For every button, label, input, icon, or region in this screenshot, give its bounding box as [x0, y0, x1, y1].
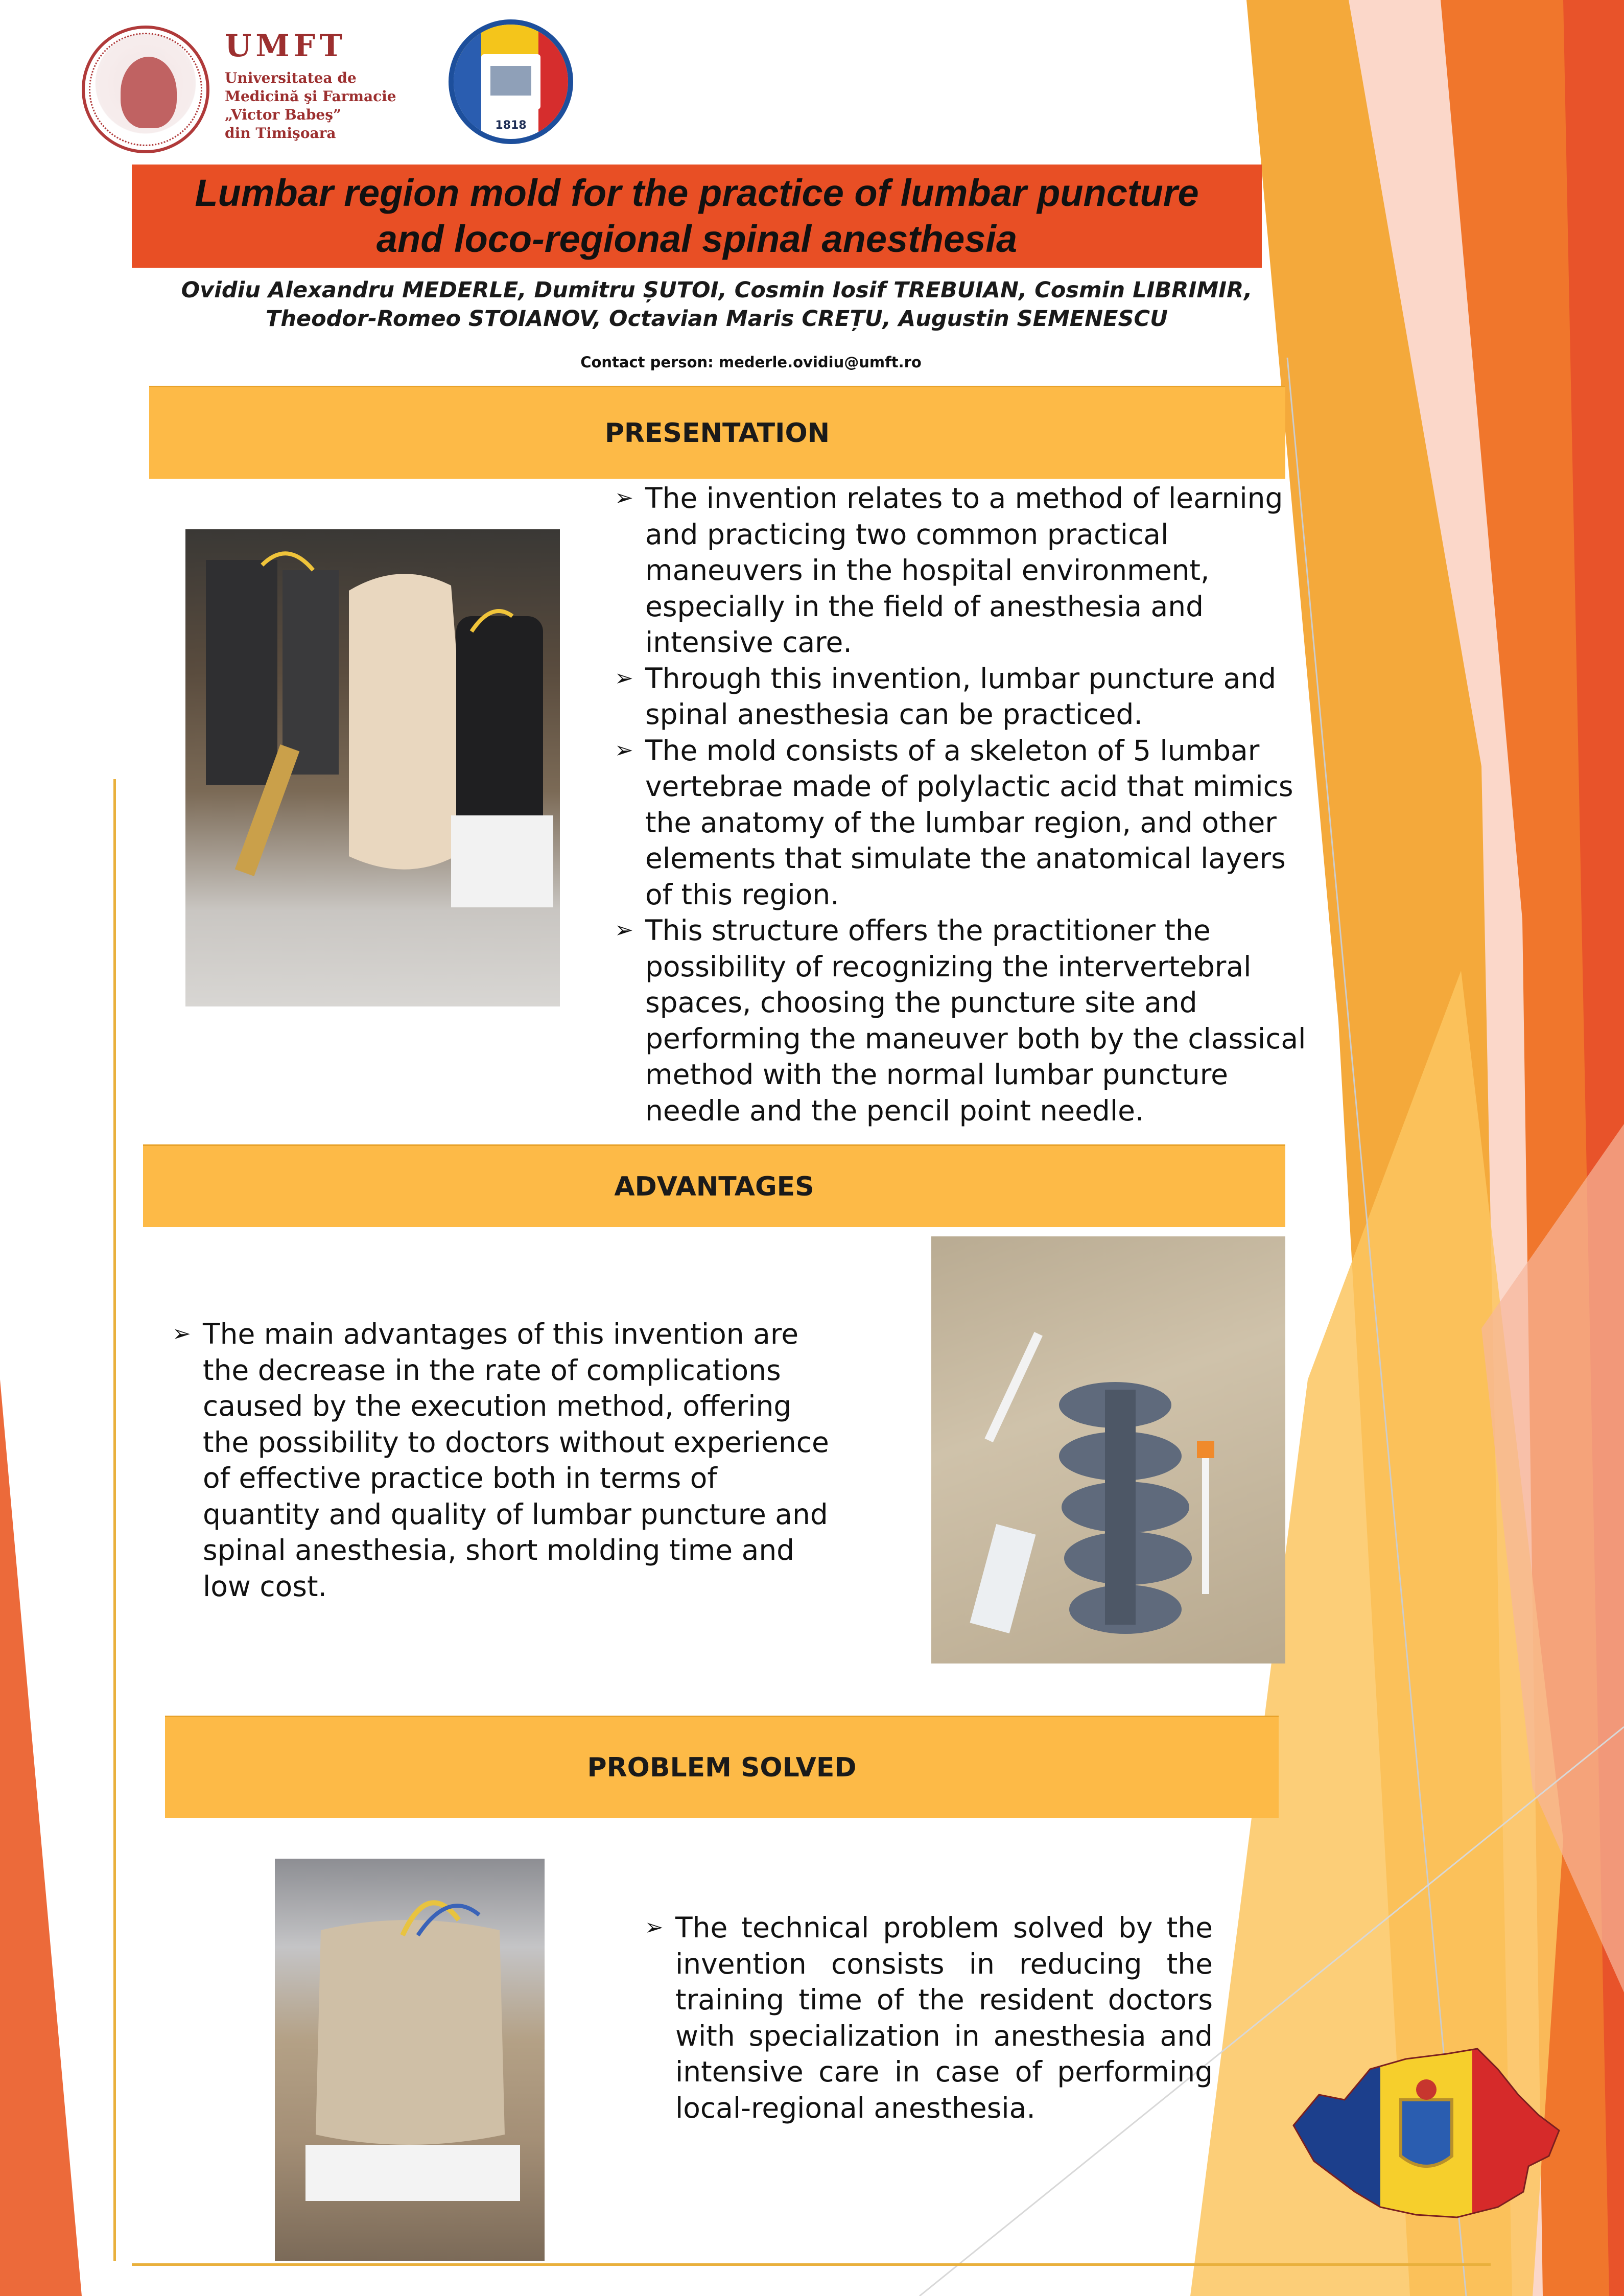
bullet-item: ➢ The invention relates to a method of learning and practicing two common practical maneuvers in the hospital environment, especially in the field of anesthesia and intensive care.	[615, 480, 1320, 661]
bullet-item: ➢ Through this invention, lumbar puncture and spinal anesthesia can be practiced.	[615, 661, 1320, 733]
section-heading-presentation	[149, 386, 1285, 479]
finished-mold-illustration	[275, 1859, 545, 2261]
mold-assembly-photo	[185, 529, 560, 1006]
umft-name-line: din Timişoara	[225, 125, 336, 142]
vertebrae-skeleton-illustration	[931, 1236, 1285, 1664]
section-heading-problem-solved	[165, 1716, 1279, 1818]
poster-title	[132, 165, 1262, 268]
upb-year: 1818	[495, 119, 527, 132]
poster-title-line-1: Lumbar region mold for the practice of lumbar puncture	[195, 172, 1199, 214]
umft-seal-portrait	[121, 57, 177, 128]
section-heading-advantages	[143, 1144, 1285, 1227]
contact-person: Contact person: mederle.ovidiu@umft.ro	[580, 354, 922, 371]
deco-left-orange	[0, 1379, 82, 2296]
bottom-horizontal-rule	[132, 2263, 1491, 2266]
finished-mold-photo	[275, 1859, 545, 2261]
advantages-bullets	[172, 1316, 836, 1604]
section-heading-text: ADVANTAGES	[614, 1171, 814, 1202]
umft-name-line: „Victor Babeş”	[225, 106, 342, 123]
bullet-item: ➢ This structure offers the practitioner the possibility of recognizing the intervertebral spaces, choosing the puncture site and performing the maneuver both by the classical method with the normal lumbar puncture needle and the pencil point needle.	[615, 912, 1320, 1129]
bullet-item: ➢ The main advantages of this invention are the decrease in the rate of complications caused by the execution method, offering the possibility to doctors without experience of effective practice both in terms of quantity and quality of lumbar puncture and spinal anesthesia, short molding time and low cost.	[172, 1316, 836, 1604]
poster-title-line-2: and loco-regional spinal anesthesia	[376, 218, 1018, 260]
umft-abbreviation: UMFT	[225, 28, 346, 64]
umft-name-line: Medicină şi Farmacie	[225, 88, 396, 105]
bullet-item: ➢ The mold consists of a skeleton of 5 lumbar vertebrae made of polylactic acid that mimics the anatomy of the lumbar region, and other elements that simulate the anatomical layers of this region.	[615, 733, 1320, 913]
umft-logo	[82, 26, 398, 153]
problem-bullets	[645, 1910, 1213, 2126]
authors	[132, 276, 1302, 333]
upb-building-icon	[490, 66, 532, 96]
section-heading-text: PRESENTATION	[604, 417, 830, 449]
umft-name-line: Universitatea de	[225, 69, 357, 86]
mold-assembly-illustration	[185, 529, 560, 1006]
umft-seal	[82, 26, 209, 153]
umft-name	[225, 69, 398, 143]
presentation-bullets	[615, 480, 1320, 1129]
upb-logo	[449, 19, 573, 144]
romania-flag-map-icon	[1283, 2039, 1569, 2222]
vertebrae-skeleton-photo	[931, 1236, 1285, 1664]
bullet-item: ➢ The technical problem solved by the invention consists in reducing the training time of the resident doctors with specialization in anesthesia and intensive care in case of performing local-regional anesthesia.	[645, 1910, 1213, 2126]
section-heading-text: PROBLEM SOLVED	[587, 1752, 857, 1783]
left-vertical-rule	[113, 779, 116, 2261]
authors-line-2: Theodor-Romeo STOIANOV, Octavian Maris CREȚU, Augustin SEMENESCU	[265, 306, 1168, 332]
authors-line-1: Ovidiu Alexandru MEDERLE, Dumitru ȘUTOI, Cosmin Iosif TREBUIAN, Cosmin LIBRIMIR,	[181, 277, 1253, 303]
